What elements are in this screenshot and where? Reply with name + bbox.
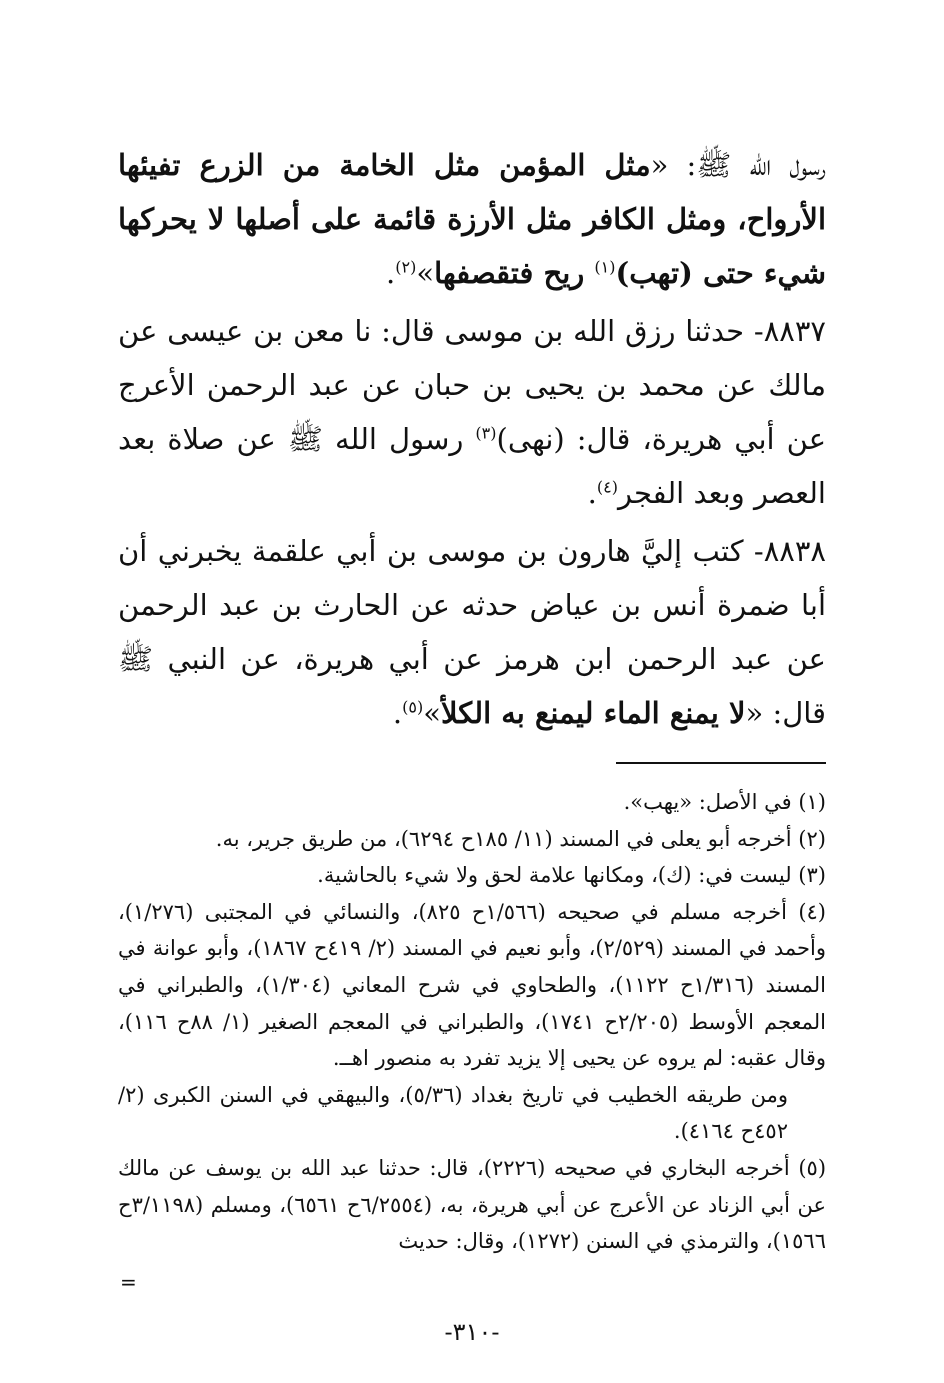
footnote-ref-3: (٣) xyxy=(475,423,497,443)
footnote-1: (١) في الأصل: «يهب». xyxy=(623,790,826,814)
footnote-separator xyxy=(616,762,826,764)
footnotes xyxy=(118,784,826,1260)
text-run: . xyxy=(587,476,597,510)
footnote-ref-5: (٥) xyxy=(402,697,424,717)
footnote-4-continued: ومن طريقه الخطيب في تاريخ بغداد (٥/٣٦)، والبيهقي في السنن الكبرى (٢/ ٤٥٢ح ٤١٦٤). xyxy=(118,1082,788,1144)
footnote-4: (٤) أخرجه مسلم في صحيحه (١/٥٦٦ح ٨٢٥)، والنسائي في المجتبى (١/٢٧٦)، وأحمد في المسند (٢/٥٢٩)، وأبو نعيم في المسند (٢/ ٤١٩ح ١٨٦٧)، وأبو عوانة في المسند (١/٣١٦ح ١١٢٢)، والطحاوي في شرح المعاني (١/٣٠٤)، والطبراني في المعجم الأوسط (٢/٢٠٥ح ١٧٤١)، والطبراني في المعجم الصغير (١/ ٨٨ح ١١٦)، وقال عقبه: لم يروه عن يحيى إلا يزيد تفرد به منصور اهــ. xyxy=(118,899,827,1071)
text-run: . xyxy=(386,256,396,290)
continuation-mark: = xyxy=(120,1270,137,1294)
hadith-text: ريح فتقصفها xyxy=(434,256,595,290)
footnote-3: (٣) ليست في: (ك)، ومكانها علامة لحق ولا شيء بالحاشية. xyxy=(317,863,826,888)
text-run: رسول الله ﷺ: « xyxy=(650,148,827,182)
text-run: » xyxy=(416,256,435,290)
paragraph-8838 xyxy=(118,524,826,740)
text-run: رسول الله ﷺ عن صلاة بعد العصر وبعد الفجر xyxy=(118,422,826,510)
page-body xyxy=(118,138,826,1260)
paragraph-8837 xyxy=(118,304,826,520)
text-run: ٨٨٣٨- كتب إليَّ هارون بن موسى بن أبي علقمة يخبرني أن أبا ضمرة أنس بن عياض حدثه عن الحارث بن عبد الرحمن عن عبد الرحمن ابن هرمز عن أبي هريرة، عن النبي ﷺ قال: « xyxy=(118,534,826,730)
main-text xyxy=(118,138,826,740)
hadith-text: مثل المؤمن مثل الخامة من الزرع تفيئها الأرواح، ومثل الكافر مثل الأرزة قائمة على أصلها لا يحركها شيء حتى (تهب) xyxy=(118,148,826,290)
footnote-2: (٢) أخرجه أبو يعلى في المسند (١١/ ١٨٥ح ٦٢٩٤)، من طريق جرير، به. xyxy=(215,826,826,851)
text-run: ٨٨٣٧- حدثنا رزق الله بن موسى قال: نا معن بن عيسى عن مالك عن محمد بن يحيى بن حبان عن عبد الرحمن الأعرج عن أبي هريرة، قال: (نهى) xyxy=(118,314,826,456)
hadith-text: لا يمنع الماء ليمنع به الكلأ xyxy=(440,696,746,730)
footnote-ref-2: (٢) xyxy=(395,257,417,277)
footnote-ref-1: (١) xyxy=(594,257,616,277)
footnote-5: (٥) أخرجه البخاري في صحيحه (٢٢٢٦)، قال: حدثنا عبد الله بن يوسف عن مالك عن أبي الزناد عن الأعرج عن أبي هريرة، به، (٦/٢٥٥٤ح ٦٥٦١)، ومسلم (٣/١١٩٨ح ١٥٦٦)، والترمذي في السنن (١٢٧٢)، وقال: حديث xyxy=(118,1155,827,1254)
text-run: . xyxy=(392,696,403,730)
page-number: -٣١٠- xyxy=(444,1318,500,1346)
footnote-ref-4: (٤) xyxy=(596,477,618,497)
paragraph-1 xyxy=(118,138,826,300)
text-run: » xyxy=(423,696,441,730)
